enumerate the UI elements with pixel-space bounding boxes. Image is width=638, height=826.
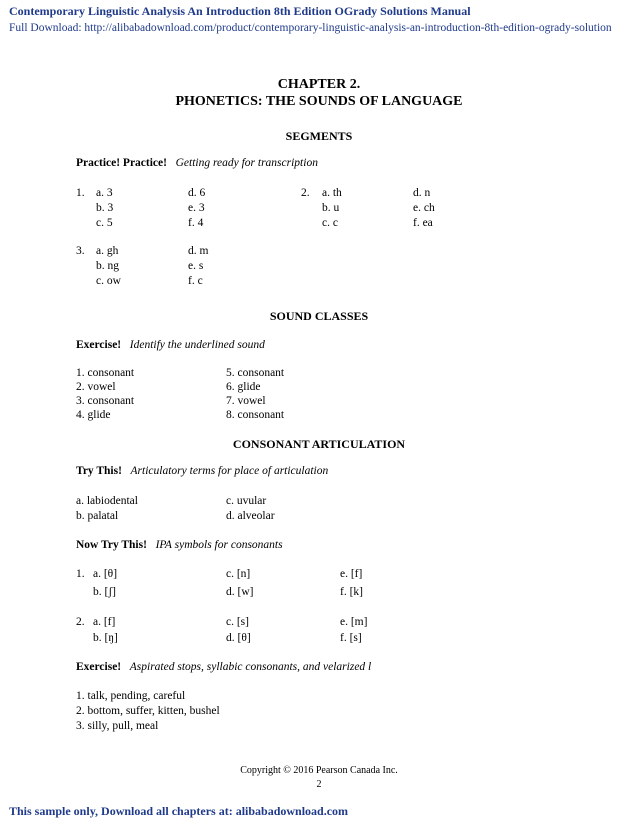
ipa-q1-b: b. [ʃ] xyxy=(93,586,116,598)
segments-q1-c: c. 5 xyxy=(96,217,113,229)
sound-classes-intro-label: Exercise! xyxy=(76,339,122,351)
segments-q2-a: a. th xyxy=(322,187,342,199)
segments-q2-d: d. n xyxy=(413,187,431,199)
sound-class-item: 6. glide xyxy=(226,381,261,393)
ipa-q1-e: e. [f] xyxy=(340,568,363,580)
page-number: 2 xyxy=(316,779,322,790)
segments-q3-d: d. m xyxy=(188,245,209,257)
ipa-q2-e: e. [m] xyxy=(340,616,368,628)
segments-q3-f: f. c xyxy=(188,275,203,287)
segments-q1-e: e. 3 xyxy=(188,202,205,214)
segments-q2-c: c. c xyxy=(322,217,338,229)
sound-class-item: 5. consonant xyxy=(226,367,285,379)
segments-q3-c: c. ow xyxy=(96,275,121,287)
sound-class-item: 2. vowel xyxy=(76,381,116,393)
consonant-articulation-heading: CONSONANT ARTICULATION xyxy=(232,437,406,451)
copyright-notice: Copyright © 2016 Pearson Canada Inc. xyxy=(240,765,398,776)
segments-q1-f: f. 4 xyxy=(188,217,204,229)
ipa-q2-number: 2. xyxy=(76,616,85,628)
segments-q3-b: b. ng xyxy=(96,260,119,272)
try-this-b: b. palatal xyxy=(76,510,119,522)
segments-intro xyxy=(76,157,318,169)
ipa-q2-d: d. [θ] xyxy=(226,632,251,644)
sound-classes-heading: SOUND CLASSES xyxy=(269,309,369,323)
try-this-d: d. alveolar xyxy=(226,510,275,522)
ipa-q2-a: a. [f] xyxy=(93,616,116,628)
segments-q3-a: a. gh xyxy=(96,245,119,257)
segments-heading: SEGMENTS xyxy=(285,129,353,143)
try-this-label: Try This! xyxy=(76,465,122,477)
aspirated-exercise-item: 1. talk, pending, careful xyxy=(76,690,186,702)
segments-q3-e: e. s xyxy=(188,260,204,272)
sound-class-item: 3. consonant xyxy=(76,395,135,407)
download-label: Full Download: xyxy=(9,22,82,34)
ipa-q1-d: d. [w] xyxy=(226,586,254,598)
document-title: Contemporary Linguistic Analysis An Introduction 8th Edition OGrady Solutions Manual xyxy=(9,4,471,18)
segments-q2-f: f. ea xyxy=(413,217,433,229)
ipa-q1-a: a. [θ] xyxy=(93,568,118,580)
try-this-a: a. labiodental xyxy=(76,495,138,507)
sound-class-item: 1. consonant xyxy=(76,367,135,379)
try-this-intro xyxy=(76,465,328,477)
ipa-q2-b: b. [ŋ] xyxy=(93,632,118,644)
sample-download-note[interactable]: This sample only, Download all chapters at: alibabadownload.com xyxy=(9,804,349,818)
segments-q3-number: 3. xyxy=(76,245,85,257)
segments-q2-e: e. ch xyxy=(413,202,435,214)
ipa-q1-c: c. [n] xyxy=(226,568,251,580)
aspirated-exercise-text: Aspirated stops, syllabic consonants, and velarized l xyxy=(129,661,372,673)
download-line xyxy=(9,22,612,34)
segments-q2-b: b. u xyxy=(322,202,340,214)
segments-q1-number: 1. xyxy=(76,187,85,199)
try-this-text: Articulatory terms for place of articulation xyxy=(130,465,329,477)
aspirated-exercise-intro xyxy=(76,661,371,673)
ipa-q1-number: 1. xyxy=(76,568,85,580)
aspirated-exercise-item: 3. silly, pull, meal xyxy=(76,720,159,732)
ipa-q2-f: f. [s] xyxy=(340,632,362,644)
segments-intro-text: Getting ready for transcription xyxy=(175,157,318,169)
sound-class-item: 4. glide xyxy=(76,409,111,421)
now-try-this-text: IPA symbols for consonants xyxy=(155,539,283,551)
segments-q1-d: d. 6 xyxy=(188,187,206,199)
aspirated-exercise-item: 2. bottom, suffer, kitten, bushel xyxy=(76,705,220,717)
download-link[interactable]: http://alibabadownload.com/product/contemporary-linguistic-analysis-an-introduction-8th-edition-ogrady-solution xyxy=(84,22,612,34)
sound-classes-intro xyxy=(76,339,265,351)
now-try-this-label: Now Try This! xyxy=(76,539,147,551)
chapter-title: PHONETICS: THE SOUNDS OF LANGUAGE xyxy=(175,94,463,109)
segments-q1-a: a. 3 xyxy=(96,187,113,199)
now-try-this-intro xyxy=(76,539,283,551)
aspirated-exercise-label: Exercise! xyxy=(76,661,122,673)
segments-intro-label: Practice! Practice! xyxy=(76,157,167,169)
segments-q1-b: b. 3 xyxy=(96,202,114,214)
segments-q2-number: 2. xyxy=(301,187,310,199)
try-this-c: c. uvular xyxy=(226,495,267,507)
chapter-number: CHAPTER 2. xyxy=(277,77,361,92)
sound-classes-intro-text: Identify the underlined sound xyxy=(129,339,265,351)
ipa-q2-c: c. [s] xyxy=(226,616,249,628)
sound-class-item: 7. vowel xyxy=(226,395,266,407)
ipa-q1-f: f. [k] xyxy=(340,586,363,598)
sound-class-item: 8. consonant xyxy=(226,409,285,421)
